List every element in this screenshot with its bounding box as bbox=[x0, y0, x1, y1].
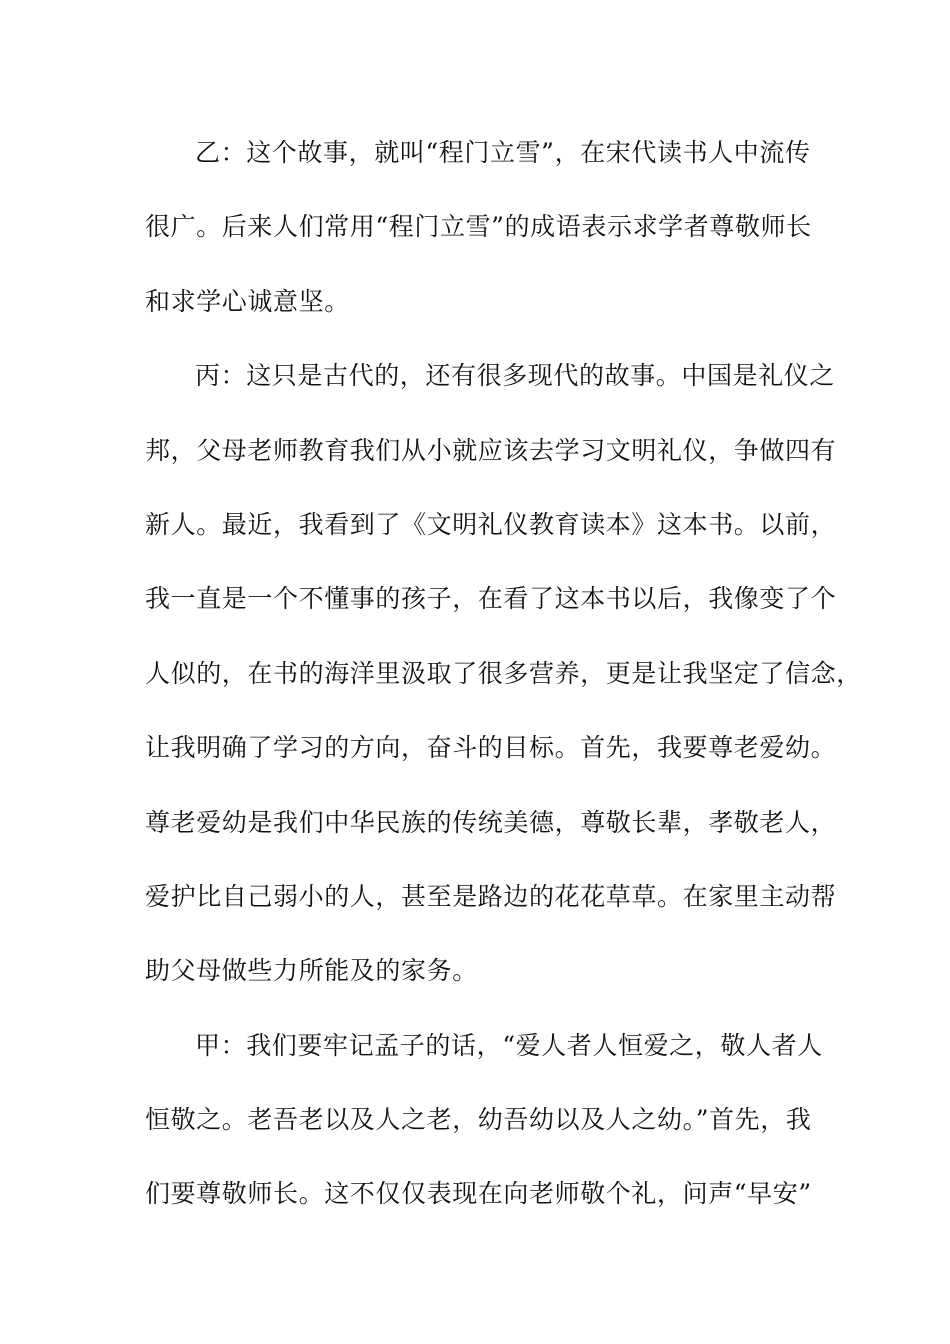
paragraph-line: 邦，父母老师教育我们从小就应该去学习文明礼仪，争做四有 bbox=[145, 435, 837, 465]
paragraph-line: 恒敬之。老吾老以及人之老，幼吾幼以及人之幼。”首先，我 bbox=[145, 1105, 812, 1135]
paragraph-line: 我一直是一个不懂事的孩子，在看了这本书以后，我像变了个 bbox=[145, 584, 837, 614]
paragraph-line: 和求学心诚意坚。 bbox=[145, 286, 350, 316]
paragraph-line: 们要尊敬师长。这不仅仅表现在向老师敬个礼，问声“早安” bbox=[145, 1179, 812, 1209]
paragraph-line: 乙：这个故事，就叫“程门立雪”，在宋代读书人中流传 bbox=[195, 138, 811, 167]
paragraph-line: 让我明确了学习的方向，奋斗的目标。首先，我要尊老爱幼。 bbox=[145, 733, 837, 763]
paragraph-line: 甲：我们要牢记孟子的话，“爱人者人恒爱之，敬人者人 bbox=[195, 1030, 823, 1060]
paragraph-line: 很广。后来人们常用“程门立雪”的成语表示求学者尊敬师长 bbox=[145, 212, 812, 242]
dialogue-text bbox=[145, 130, 862, 1246]
paragraph-line: 助父母做些力所能及的家务。 bbox=[145, 956, 478, 986]
paragraph-line: 丙：这只是古代的，还有很多现代的故事。中国是礼仪之 bbox=[195, 361, 836, 391]
paragraph-line: 新人。最近，我看到了《文明礼仪教育读本》这本书。以前， bbox=[145, 509, 837, 539]
paragraph-line: 尊老爱幼是我们中华民族的传统美德，尊敬长辈，孝敬老人， bbox=[145, 807, 837, 837]
paragraph-line: 爱护比自己弱小的人，甚至是路边的花花草草。在家里主动帮 bbox=[145, 881, 837, 911]
paragraph-line: 人似的，在书的海洋里汲取了很多营养，更是让我坚定了信念， bbox=[145, 658, 862, 688]
